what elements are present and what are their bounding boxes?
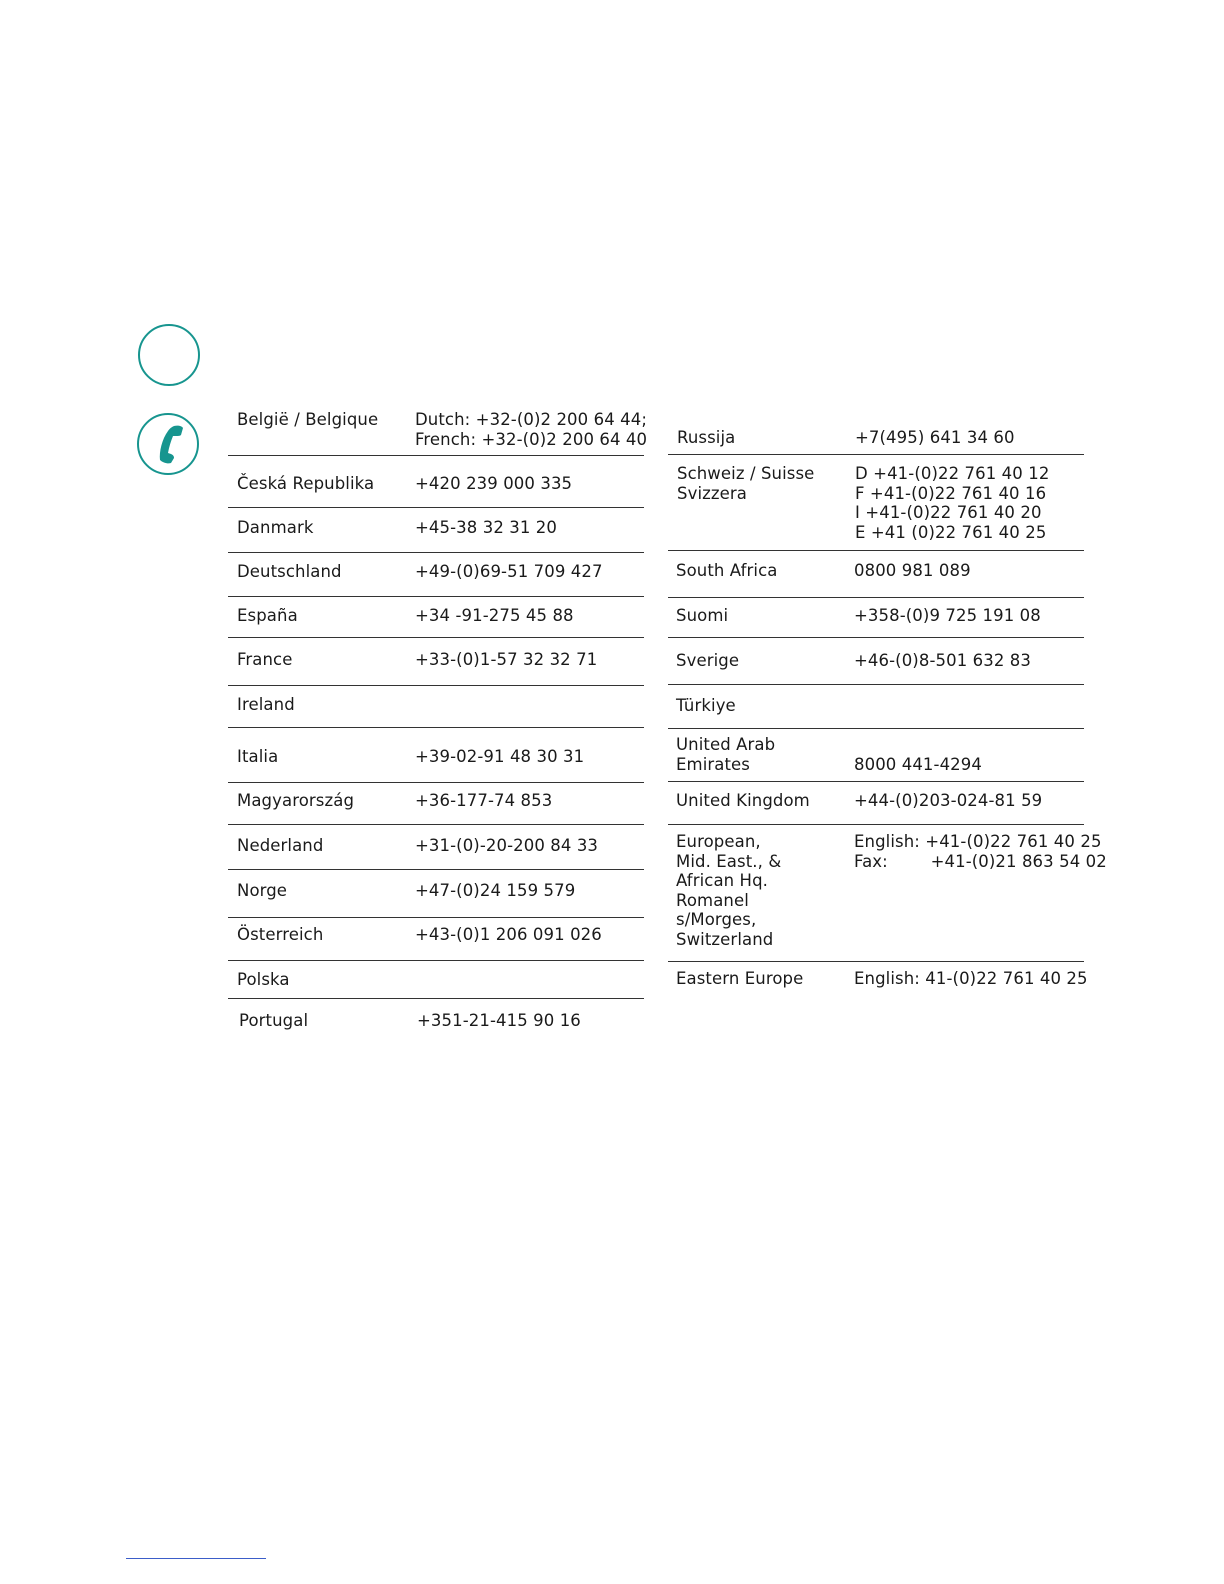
phone-number: +33-(0)1-57 32 32 71 <box>415 650 598 669</box>
country-name: España <box>237 606 298 625</box>
phone-number: Fax: +41-(0)21 863 54 02 <box>854 851 1107 871</box>
phone-number: F +41-(0)22 761 40 16 <box>855 483 1047 503</box>
contact-row-belgium <box>228 400 648 456</box>
country-name: United Arab Emirates <box>676 735 776 774</box>
contact-row-norway <box>228 870 644 918</box>
phone-number: +351-21-415 90 16 <box>417 1011 581 1030</box>
phone-number: Dutch: +32-(0)2 200 64 44; <box>415 410 647 429</box>
country-name: Sverige <box>676 651 740 670</box>
contact-row-finland <box>668 598 1084 638</box>
phone-number: E +41 (0)22 761 40 25 <box>855 522 1047 542</box>
phone-number: +39-02-91 48 30 31 <box>415 747 585 766</box>
phone-number: +420 239 000 335 <box>415 474 573 493</box>
country-name: European, Mid. East., & African Hq. Romanel s/Morges, Switzerland <box>676 832 782 949</box>
contact-row-united-kingdom <box>668 782 1084 825</box>
contact-row-uae <box>668 729 1084 782</box>
contact-row-hungary <box>228 783 644 825</box>
contact-row-russia <box>668 400 1084 455</box>
contact-row-denmark <box>228 508 644 553</box>
contact-row-germany <box>228 553 644 597</box>
country-name: Deutschland <box>237 562 342 581</box>
phone-number: English: 41-(0)22 761 40 25 <box>854 969 1088 988</box>
phone-number: +34 -91-275 45 88 <box>415 606 574 625</box>
phone-number: +46-(0)8-501 632 83 <box>854 651 1031 670</box>
phone-number: +47-(0)24 159 579 <box>415 881 576 900</box>
phone-number: +31-(0)-20-200 84 33 <box>415 836 599 855</box>
phone-number: English: +41-(0)22 761 40 25 <box>854 832 1102 851</box>
contact-row-spain <box>228 597 644 638</box>
phone-number: +7(495) 641 34 60 <box>855 428 1015 447</box>
country-name: Suomi <box>676 606 729 625</box>
contact-row-eastern-europe <box>668 962 1088 1002</box>
phone-number: +43-(0)1 206 091 026 <box>415 925 602 944</box>
contact-row-austria <box>228 918 644 961</box>
country-name: Danmark <box>237 518 314 537</box>
contact-row-italy <box>228 728 644 783</box>
phone-number: 8000 441-4294 <box>854 754 982 774</box>
phone-number: I +41-(0)22 761 40 20 <box>855 503 1042 522</box>
country-name: United Kingdom <box>676 791 810 810</box>
country-name: Magyarország <box>237 791 355 810</box>
phone-number: D +41-(0)22 761 40 12 <box>855 464 1050 483</box>
contact-row-czech <box>228 456 644 508</box>
phone-number: +49-(0)69-51 709 427 <box>415 562 603 581</box>
contact-row-turkey <box>668 685 1084 729</box>
footer-rule <box>126 1558 266 1559</box>
country-name: Türkiye <box>676 696 736 715</box>
country-name: Eastern Europe <box>676 969 804 988</box>
contact-row-france <box>228 638 644 686</box>
phone-number: +358-(0)9 725 191 08 <box>854 606 1041 625</box>
country-name: Ireland <box>237 695 295 714</box>
contact-row-sweden <box>668 638 1084 685</box>
country-name: Schweiz / Suisse Svizzera <box>677 464 815 503</box>
country-name: France <box>237 650 293 669</box>
country-name: Italia <box>237 747 279 766</box>
country-name: Nederland <box>237 836 324 855</box>
phone-icon <box>137 413 199 475</box>
country-name: Österreich <box>237 925 324 944</box>
phone-number: +45-38 32 31 20 <box>415 518 557 537</box>
contact-row-switzerland <box>668 455 1084 551</box>
country-name: Portugal <box>239 1011 309 1030</box>
phone-handset-icon <box>147 422 189 466</box>
contact-row-netherlands <box>228 825 644 870</box>
contact-row-poland <box>228 961 644 999</box>
phone-number: French: +32-(0)2 200 64 40 <box>415 429 648 449</box>
phone-number: +44-(0)203-024-81 59 <box>854 791 1043 810</box>
country-name: België / Belgique <box>237 410 379 429</box>
country-name: Česká Republika <box>237 474 375 493</box>
phone-number: +36-177-74 853 <box>415 791 553 810</box>
contact-row-european-hq <box>668 825 1107 962</box>
contact-row-ireland <box>228 686 644 728</box>
country-name: South Africa <box>676 561 778 580</box>
country-name: Norge <box>237 881 288 900</box>
country-name: Polska <box>237 970 290 989</box>
contact-row-south-africa <box>668 551 1084 598</box>
country-name: Russija <box>677 428 736 447</box>
phone-number: 0800 981 089 <box>854 561 971 580</box>
contact-row-portugal <box>228 999 644 1043</box>
circle-icon <box>138 324 200 386</box>
